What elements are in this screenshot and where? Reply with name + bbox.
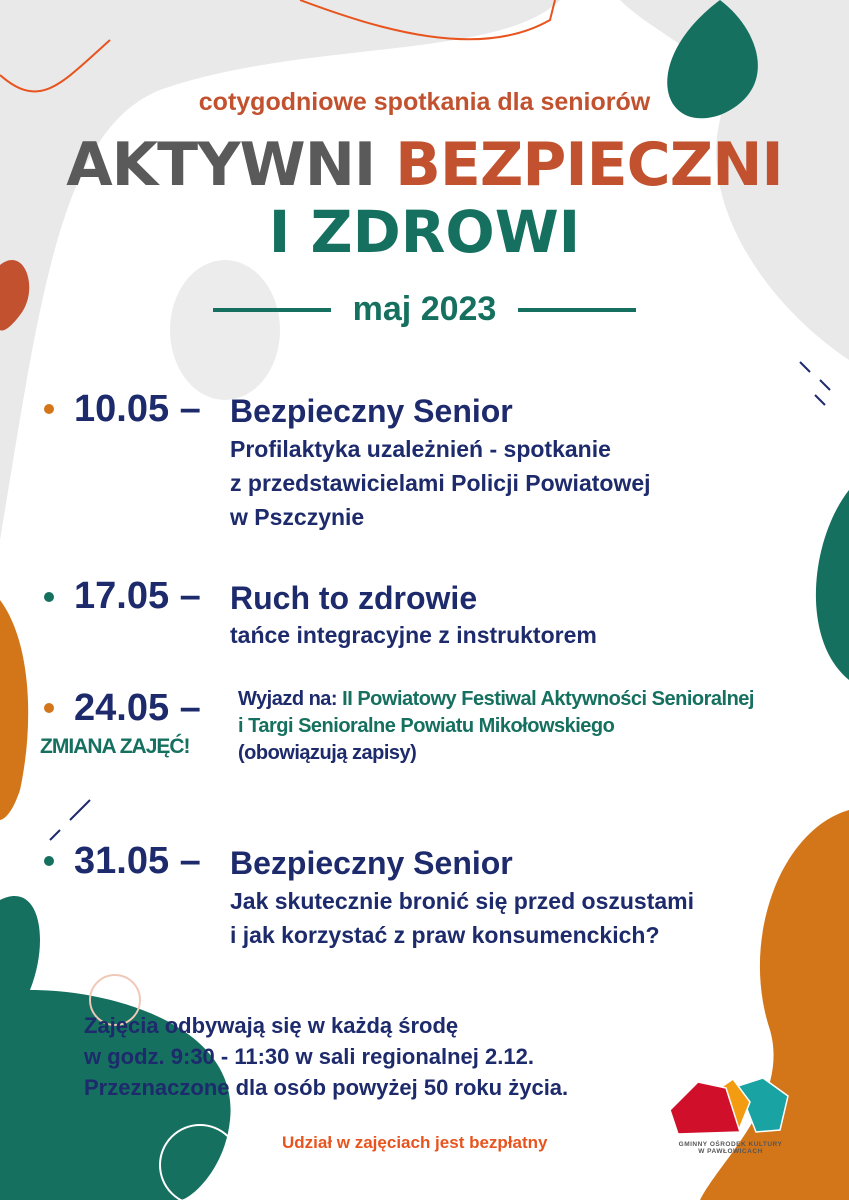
divider [518,308,636,312]
title-bezpieczni: BEZPIECZNI [395,130,783,200]
month-banner [0,290,849,329]
event-description [230,618,597,652]
bullet-dot [44,703,54,713]
divider [213,308,331,312]
event-date: 24.05 – [74,687,201,729]
event-title: Ruch to zdrowie [230,580,478,616]
bullet-dot [44,592,54,602]
desc-line: Jak skutecznie bronić się przed oszustami [230,888,694,914]
event-date: 17.05 – [74,575,201,617]
info-line: w godz. 9:30 - 11:30 w sali regionalnej 2.12. [84,1044,534,1069]
event-description [230,884,694,952]
subtitle: cotygodniowe spotkania dla seniorów [198,88,651,116]
event-date: 31.05 – [74,840,201,882]
info-line: Zajęcia odbywają się w każdą środę [84,1013,459,1038]
title-aktywni: AKTYWNI [66,130,376,200]
main-title [0,130,849,200]
desc-line: (obowiązują zapisy) [238,742,417,764]
desc-line: Profilaktyka uzależnień - spotkanie [230,436,611,462]
desc-line: II Powiatowy Festiwal Aktywności Senioralnej [342,688,754,710]
logo-text: GMINNY OŚRODEK KULTURY W PAWŁOWICACH [678,1141,783,1155]
desc-line: z przedstawicielami Policji Powiatowej [230,470,651,496]
event-description [238,686,754,767]
desc-line: w Pszczynie [230,504,365,530]
desc-line: i jak korzystać z praw konsumenckich? [230,922,660,948]
logo [668,1074,793,1154]
schedule-info [84,1010,568,1103]
bullet-dot [44,856,54,866]
bullet-dot [44,404,54,414]
info-line: Przeznaczone dla osób powyżej 50 roku życia. [84,1075,569,1100]
desc-line: tańce integracyjne z instruktorem [230,622,597,648]
logo-icon [668,1074,793,1136]
event-title: Bezpieczny Senior [230,845,513,881]
title-line2: I ZDROWI [268,198,581,266]
event-date: 10.05 – [74,388,201,430]
desc-line: i Targi Senioralne Powiatu Mikołowskiego [238,715,615,737]
change-note: ZMIANA ZAJĘĆ! [40,735,190,758]
desc-prefix: Wyjazd na: [238,688,338,710]
month-label: maj 2023 [352,290,497,328]
free-note: Udział w zajęciach jest bezpłatny [282,1133,548,1152]
event-description [230,432,651,534]
event-title: Bezpieczny Senior [230,393,513,429]
